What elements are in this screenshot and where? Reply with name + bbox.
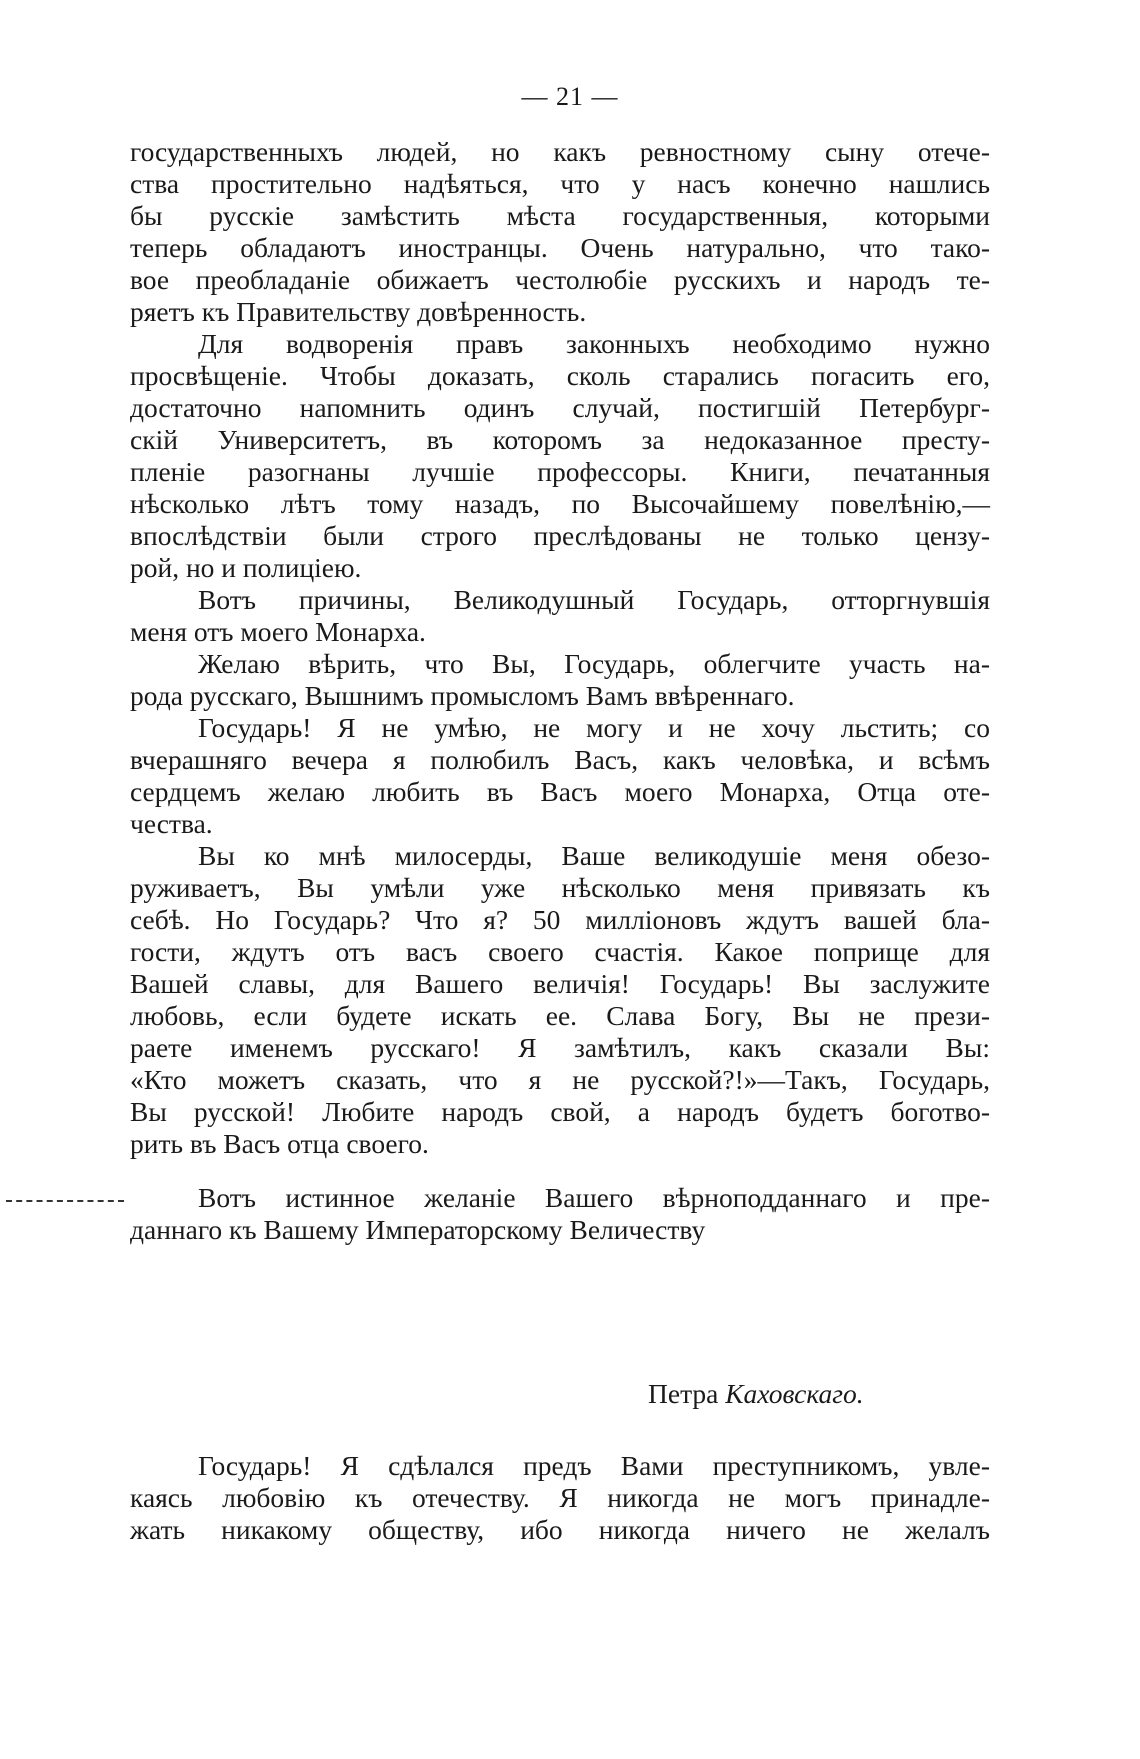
text-line: сердцемъ желаю любить въ Васъ моего Монарха, Отца оте- bbox=[130, 776, 990, 807]
text-line: нѣсколько лѣтъ тому назадъ, по Высочайшему повелѣнію,— bbox=[130, 488, 990, 519]
text-line: каясь любовію къ отечеству. Я никогда не могъ принадле- bbox=[130, 1482, 990, 1513]
text-line: пленіе разогнаны лучшіе профессоры. Книги, печатанныя bbox=[130, 456, 990, 487]
text-line: раете именемъ русскаго! Я замѣтилъ, какъ сказали Вы: bbox=[130, 1032, 990, 1063]
text-line: Желаю вѣрить, что Вы, Государь, облегчите участь на- bbox=[198, 648, 990, 679]
text-line: Для водворенія правъ законныхъ необходимо нужно bbox=[198, 328, 990, 359]
text-line: теперь обладаютъ иностранцы. Очень натурально, что тако- bbox=[130, 232, 990, 263]
text-line: вчерашняго вечера я полюбилъ Васъ, какъ человѣка, и всѣмъ bbox=[130, 744, 990, 775]
text-line: скій Университетъ, въ которомъ за недоказанное престу- bbox=[130, 424, 990, 455]
text-line: гости, ждутъ отъ васъ своего счастія. Какое поприще для bbox=[130, 936, 990, 967]
text-line: Вотъ причины, Великодушный Государь, отторгнувшія bbox=[198, 584, 990, 615]
text-line: рой, но и полиціею. bbox=[130, 552, 362, 583]
text-line: меня отъ моего Монарха. bbox=[130, 616, 426, 647]
text-line: Вотъ истинное желаніе Вашего вѣрноподданнаго и пре- bbox=[198, 1182, 990, 1213]
text-line: руживаетъ, Вы умѣли уже нѣсколько меня привязать къ bbox=[130, 872, 990, 903]
text-line: Государь! Я не умѣю, не могу и не хочу льстить; со bbox=[198, 712, 990, 743]
text-line: государственныхъ людей, но какъ ревностному сыну отече- bbox=[130, 136, 990, 167]
text-line: любовь, если будете искать ее. Слава Богу, Вы не прези- bbox=[130, 1000, 990, 1031]
text-line: рить въ Васъ отца своего. bbox=[130, 1128, 429, 1159]
text-line: жать никакому обществу, ибо никогда ничего не желалъ bbox=[130, 1514, 990, 1545]
text-line: ряетъ къ Правительству довѣренность. bbox=[130, 296, 587, 327]
text-line: себѣ. Но Государь? Что я? 50 милліоновъ ждутъ вашей бла- bbox=[130, 904, 990, 935]
text-line: «Кто можетъ сказать, что я не русской?!»—Такъ, Государь, bbox=[130, 1064, 990, 1095]
text-line: рода русскаго, Вышнимъ промысломъ Вамъ ввѣреннаго. bbox=[130, 680, 795, 711]
text-line: впослѣдствіи были строго преслѣдованы не только цензу- bbox=[130, 520, 990, 551]
signature-first-name: Петра bbox=[648, 1378, 719, 1409]
text-line: бы русскіе замѣстить мѣста государственныя, которыми bbox=[130, 200, 990, 231]
signature bbox=[648, 1376, 864, 1412]
margin-pencil-mark bbox=[6, 1196, 124, 1202]
text-line: достаточно напомнить одинъ случай, постигшій Петербург- bbox=[130, 392, 990, 423]
text-line: чества. bbox=[130, 808, 213, 839]
text-line: Вы ко мнѣ милосерды, Ваше великодушіе меня обезо- bbox=[198, 840, 990, 871]
text-line: просвѣщеніе. Чтобы доказать, сколь старались погасить его, bbox=[130, 360, 990, 391]
text-line: ства простительно надѣяться, что у насъ конечно нашлись bbox=[130, 168, 990, 199]
text-line: Вашей славы, для Вашего величія! Государь! Вы заслужите bbox=[130, 968, 990, 999]
text-line: Вы русской! Любите народъ свой, а народъ будетъ боготво- bbox=[130, 1096, 990, 1127]
text-line: вое преобладаніе обижаетъ честолюбіе русскихъ и народъ те- bbox=[130, 264, 990, 295]
text-line: даннаго къ Вашему Императорскому Величеству bbox=[130, 1214, 706, 1245]
text-line: Государь! Я сдѣлался предъ Вами преступникомъ, увле- bbox=[198, 1450, 990, 1481]
signature-surname: Каховскаго. bbox=[725, 1378, 864, 1409]
page-number: — 21 — bbox=[521, 82, 619, 111]
